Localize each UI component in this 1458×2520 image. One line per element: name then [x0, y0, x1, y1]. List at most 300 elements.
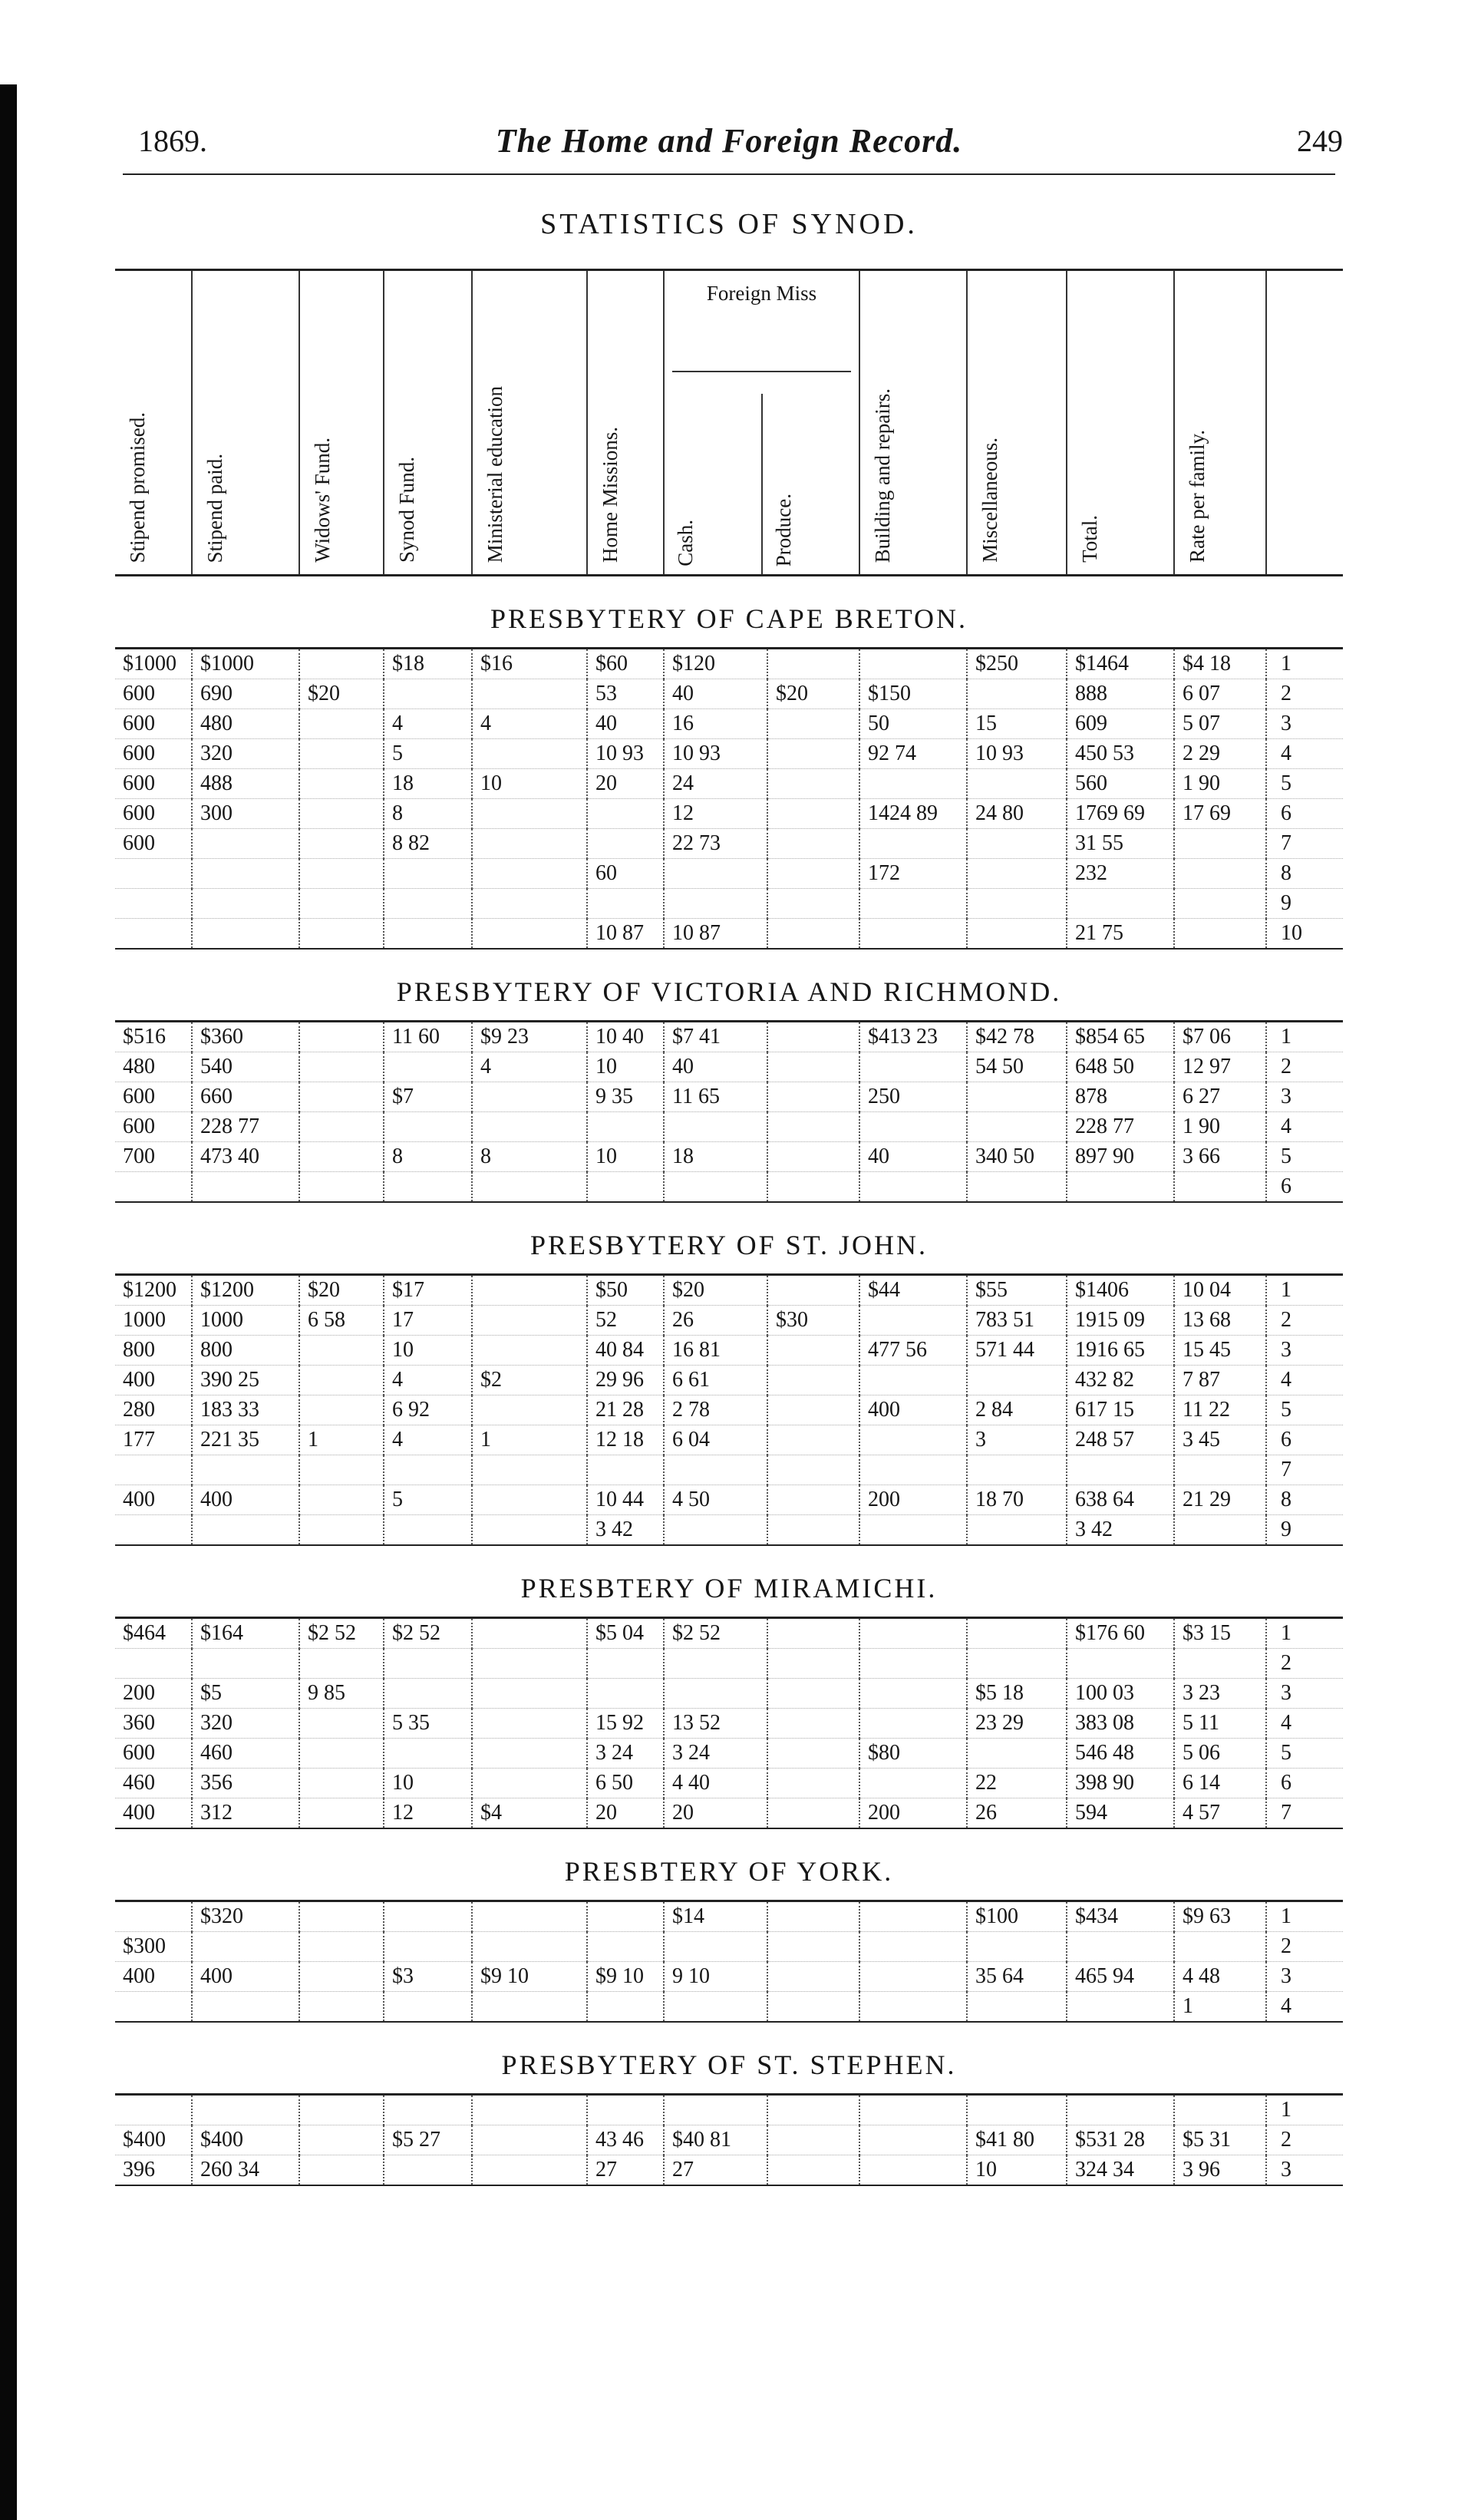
- table-cell: 560: [1067, 769, 1174, 799]
- table-cell: [384, 1901, 472, 1932]
- line-number: 3: [1281, 1964, 1291, 1988]
- line-number: 9: [1281, 891, 1291, 915]
- table-cell: 600: [115, 1082, 192, 1112]
- table-cell: [967, 859, 1067, 889]
- foreign-missions-title: Foreign Miss: [706, 282, 817, 305]
- table-cell: [192, 1172, 299, 1203]
- table-cell: 10 40: [587, 1022, 664, 1052]
- table-cell: 43 46: [587, 2125, 664, 2155]
- table-cell: [384, 1679, 472, 1709]
- table-cell: [472, 739, 587, 769]
- table-cell: [767, 1172, 859, 1203]
- table-cell: [1174, 1172, 1266, 1203]
- table-cell: 9 85: [299, 1679, 384, 1709]
- table-row: [115, 1798, 1343, 1829]
- table-cell: 10 93: [967, 739, 1067, 769]
- table-cell: 600: [115, 709, 192, 739]
- table-cell: [384, 1992, 472, 2023]
- table-cell: [472, 1112, 587, 1142]
- table-cell: [859, 1901, 967, 1932]
- table-cell: $20: [299, 1275, 384, 1306]
- table-cell: [859, 1515, 967, 1546]
- presbytery-table: [115, 647, 1343, 950]
- table-cell: 1916 65: [1067, 1336, 1174, 1366]
- header-year: 1869.: [138, 124, 207, 158]
- table-cell: 250: [859, 1082, 967, 1112]
- table-cell: [1067, 889, 1174, 919]
- table-row: [115, 1142, 1343, 1172]
- table-cell: 177: [115, 1425, 192, 1455]
- table-cell: [1067, 1649, 1174, 1679]
- table-cell: 3 24: [664, 1739, 767, 1769]
- table-cell: 18: [384, 769, 472, 799]
- table-cell: 600: [115, 829, 192, 859]
- table-cell: $400: [192, 2125, 299, 2155]
- table-cell: [472, 1901, 587, 1932]
- table-cell: [859, 1769, 967, 1798]
- table-cell: 10 93: [587, 739, 664, 769]
- table-cell: $5: [192, 1679, 299, 1709]
- table-row: [115, 1962, 1343, 1992]
- table-cell: [967, 1649, 1067, 1679]
- table-cell: [767, 1142, 859, 1172]
- table-cell: [664, 859, 767, 889]
- col-fm-produce: Produce.: [771, 493, 795, 566]
- line-number: 5: [1281, 1741, 1291, 1765]
- line-number: 2: [1281, 682, 1291, 705]
- table-cell: $854 65: [1067, 1022, 1174, 1052]
- table-cell: 2 78: [664, 1395, 767, 1425]
- table-cell: [192, 1932, 299, 1962]
- table-cell: 40 84: [587, 1336, 664, 1366]
- table-cell: 609: [1067, 709, 1174, 739]
- col-stipend-promised: Stipend promised.: [115, 270, 192, 576]
- table-cell: [192, 1515, 299, 1546]
- table-cell: [767, 1515, 859, 1546]
- table-cell: 183 33: [192, 1395, 299, 1425]
- table-cell: [192, 1455, 299, 1485]
- line-number: 6: [1281, 1174, 1291, 1198]
- table-cell: [767, 1425, 859, 1455]
- table-cell: 24 80: [967, 799, 1067, 829]
- table-cell: [859, 829, 967, 859]
- table-cell: $250: [967, 649, 1067, 679]
- table-cell: 360: [115, 1709, 192, 1739]
- table-cell: [587, 1679, 664, 1709]
- running-header: [115, 115, 1343, 169]
- table-row: [115, 1739, 1343, 1769]
- table-cell: 248 57: [1067, 1425, 1174, 1455]
- table-cell: $9 63: [1174, 1901, 1266, 1932]
- table-cell: [767, 1739, 859, 1769]
- table-cell: [587, 1172, 664, 1203]
- table-cell: 5: [384, 739, 472, 769]
- table-cell: [115, 2095, 192, 2125]
- line-number: 2: [1281, 1308, 1291, 1332]
- table-cell: [767, 1485, 859, 1515]
- table-cell: [767, 709, 859, 739]
- line-number: 3: [1281, 1338, 1291, 1362]
- table-cell: $1000: [192, 649, 299, 679]
- table-cell: 600: [115, 739, 192, 769]
- table-cell: 18: [664, 1142, 767, 1172]
- table-cell: 6 07: [1174, 679, 1266, 709]
- line-number: 1: [1281, 1025, 1291, 1049]
- table-cell: 3 23: [1174, 1679, 1266, 1709]
- table-cell: [299, 2095, 384, 2125]
- table-cell: $2 52: [384, 1618, 472, 1649]
- table-cell: 13 52: [664, 1709, 767, 1739]
- table-cell: [1067, 1992, 1174, 2023]
- table-row: [115, 1306, 1343, 1336]
- table-row: [115, 799, 1343, 829]
- table-cell: 5 06: [1174, 1739, 1266, 1769]
- table-cell: [472, 1679, 587, 1709]
- table-cell: 400: [192, 1962, 299, 1992]
- table-cell: $516: [115, 1022, 192, 1052]
- table-cell: [299, 1395, 384, 1425]
- table-cell: 473 40: [192, 1142, 299, 1172]
- table-cell: [767, 1679, 859, 1709]
- table-cell: 660: [192, 1082, 299, 1112]
- table-cell: 1424 89: [859, 799, 967, 829]
- table-cell: $60: [587, 649, 664, 679]
- table-cell: 700: [115, 1142, 192, 1172]
- table-cell: 24: [664, 769, 767, 799]
- table-cell: 22: [967, 1769, 1067, 1798]
- table-cell: 29 96: [587, 1366, 664, 1395]
- table-cell: [767, 859, 859, 889]
- table-cell: [384, 889, 472, 919]
- col-stipend-paid: Stipend paid.: [192, 270, 299, 576]
- table-cell: 40: [587, 709, 664, 739]
- table-cell: [587, 2095, 664, 2125]
- table-cell: 460: [192, 1739, 299, 1769]
- table-cell: 400: [115, 1485, 192, 1515]
- table-cell: [587, 1932, 664, 1962]
- table-cell: 21 75: [1067, 919, 1174, 950]
- statistics-title: STATISTICS OF SYNOD.: [540, 208, 918, 240]
- table-cell: 5 35: [384, 1709, 472, 1739]
- table-cell: 1000: [115, 1306, 192, 1336]
- table-cell: $164: [192, 1618, 299, 1649]
- presbytery-title: PRESBYTERY OF ST. STEPHEN.: [501, 2049, 957, 2080]
- table-row: [115, 1709, 1343, 1739]
- table-cell: 3 96: [1174, 2155, 1266, 2186]
- table-cell: 897 90: [1067, 1142, 1174, 1172]
- table-cell: [192, 859, 299, 889]
- line-number: 4: [1281, 1711, 1291, 1735]
- line-number: 3: [1281, 712, 1291, 735]
- col-building-repairs: Building and repairs.: [859, 270, 967, 576]
- table-cell: 600: [115, 769, 192, 799]
- table-cell: [1174, 859, 1266, 889]
- table-cell: [859, 1306, 967, 1336]
- table-cell: [299, 1172, 384, 1203]
- table-cell: [664, 2095, 767, 2125]
- line-number: 5: [1281, 1144, 1291, 1168]
- table-cell: [384, 679, 472, 709]
- table-row: [115, 709, 1343, 739]
- presbytery-table: [115, 1900, 1343, 2023]
- table-cell: 10 87: [664, 919, 767, 950]
- table-cell: $413 23: [859, 1022, 967, 1052]
- table-cell: 15: [967, 709, 1067, 739]
- table-cell: [115, 1649, 192, 1679]
- table-row: [115, 1395, 1343, 1425]
- table-cell: [587, 1901, 664, 1932]
- presbytery-table: [115, 2093, 1343, 2186]
- table-cell: [1174, 1649, 1266, 1679]
- presbytery-table: [115, 1020, 1343, 1203]
- table-cell: $1406: [1067, 1275, 1174, 1306]
- table-cell: [115, 889, 192, 919]
- table-cell: [299, 1112, 384, 1142]
- table-cell: [472, 1275, 587, 1306]
- table-cell: 340 50: [967, 1142, 1067, 1172]
- table-cell: 400: [115, 1962, 192, 1992]
- table-cell: [859, 1455, 967, 1485]
- line-number: 5: [1281, 771, 1291, 795]
- table-cell: 800: [192, 1336, 299, 1366]
- table-row: [115, 649, 1343, 679]
- presbytery-title: PRESBYTERY OF VICTORIA AND RICHMOND.: [396, 976, 1062, 1007]
- table-cell: $120: [664, 649, 767, 679]
- table-cell: [767, 649, 859, 679]
- table-cell: 16 81: [664, 1336, 767, 1366]
- table-cell: [384, 919, 472, 950]
- table-cell: [859, 649, 967, 679]
- table-cell: [472, 2155, 587, 2186]
- table-cell: 60: [587, 859, 664, 889]
- table-cell: [664, 1515, 767, 1546]
- table-cell: [115, 1901, 192, 1932]
- table-cell: $400: [115, 2125, 192, 2155]
- table-cell: 10: [472, 769, 587, 799]
- table-cell: $150: [859, 679, 967, 709]
- line-number: 8: [1281, 1488, 1291, 1511]
- table-cell: 4: [384, 1425, 472, 1455]
- line-number: 1: [1281, 1278, 1291, 1302]
- table-cell: $5 31: [1174, 2125, 1266, 2155]
- table-cell: 3 45: [1174, 1425, 1266, 1455]
- table-cell: 638 64: [1067, 1485, 1174, 1515]
- table-cell: [767, 1618, 859, 1649]
- table-cell: [967, 1932, 1067, 1962]
- line-number: 7: [1281, 1801, 1291, 1825]
- table-cell: 23 29: [967, 1709, 1067, 1739]
- table-cell: $16: [472, 649, 587, 679]
- table-cell: [472, 1395, 587, 1425]
- table-cell: [472, 1932, 587, 1962]
- line-number: 7: [1281, 1458, 1291, 1481]
- table-cell: 6 92: [384, 1395, 472, 1425]
- table-cell: $434: [1067, 1901, 1174, 1932]
- table-cell: 52: [587, 1306, 664, 1336]
- table-cell: [859, 1366, 967, 1395]
- table-cell: $20: [664, 1275, 767, 1306]
- table-cell: 4 57: [1174, 1798, 1266, 1829]
- table-cell: $9 10: [587, 1962, 664, 1992]
- table-cell: [299, 1649, 384, 1679]
- table-cell: 324 34: [1067, 2155, 1174, 2186]
- table-cell: 12 18: [587, 1425, 664, 1455]
- table-cell: 3: [967, 1425, 1067, 1455]
- table-cell: [967, 1172, 1067, 1203]
- table-cell: 690: [192, 679, 299, 709]
- table-cell: [192, 919, 299, 950]
- table-cell: 35 64: [967, 1962, 1067, 1992]
- table-cell: 594: [1067, 1798, 1174, 1829]
- table-cell: [967, 1618, 1067, 1649]
- table-cell: 480: [115, 1052, 192, 1082]
- table-cell: 200: [115, 1679, 192, 1709]
- table-cell: 1 90: [1174, 769, 1266, 799]
- table-cell: 3 42: [1067, 1515, 1174, 1546]
- table-cell: 4: [472, 1052, 587, 1082]
- table-cell: [859, 889, 967, 919]
- col-ministerial-education: Ministerial education: [472, 270, 587, 576]
- table-cell: [299, 1022, 384, 1052]
- table-cell: 390 25: [192, 1366, 299, 1395]
- table-cell: [472, 679, 587, 709]
- table-cell: [384, 1932, 472, 1962]
- presbytery-table: [115, 1273, 1343, 1546]
- table-cell: 6 61: [664, 1366, 767, 1395]
- table-row: [115, 1336, 1343, 1366]
- table-cell: [859, 2095, 967, 2125]
- table-cell: 50: [859, 709, 967, 739]
- table-cell: $7 06: [1174, 1022, 1266, 1052]
- table-cell: 12 97: [1174, 1052, 1266, 1082]
- table-cell: [1174, 1932, 1266, 1962]
- table-cell: 10 04: [1174, 1275, 1266, 1306]
- table-row: [115, 889, 1343, 919]
- table-cell: 9 35: [587, 1082, 664, 1112]
- table-cell: 648 50: [1067, 1052, 1174, 1082]
- table-cell: 200: [859, 1485, 967, 1515]
- table-cell: 10: [384, 1769, 472, 1798]
- table-cell: 465 94: [1067, 1962, 1174, 1992]
- table-cell: 21 28: [587, 1395, 664, 1425]
- table-cell: [115, 919, 192, 950]
- table-cell: [664, 1172, 767, 1203]
- table-cell: 12: [664, 799, 767, 829]
- table-cell: $41 80: [967, 2125, 1067, 2155]
- table-cell: [767, 1901, 859, 1932]
- table-cell: [859, 1112, 967, 1142]
- table-cell: [384, 2095, 472, 2125]
- table-cell: 600: [115, 1112, 192, 1142]
- table-cell: $300: [115, 1932, 192, 1962]
- table-cell: [299, 649, 384, 679]
- table-cell: [767, 1992, 859, 2023]
- table-cell: [384, 1172, 472, 1203]
- table-row: [115, 1082, 1343, 1112]
- table-cell: [472, 1515, 587, 1546]
- table-cell: 26: [967, 1798, 1067, 1829]
- table-cell: 400: [115, 1366, 192, 1395]
- table-cell: 232: [1067, 859, 1174, 889]
- line-number: 7: [1281, 831, 1291, 855]
- line-number: 1: [1281, 1621, 1291, 1645]
- line-number: 4: [1281, 1368, 1291, 1392]
- table-cell: $7: [384, 1082, 472, 1112]
- table-cell: [767, 1112, 859, 1142]
- table-cell: 27: [587, 2155, 664, 2186]
- table-cell: 600: [115, 679, 192, 709]
- table-cell: [587, 1455, 664, 1485]
- table-cell: $7 41: [664, 1022, 767, 1052]
- table-cell: [587, 1112, 664, 1142]
- table-cell: 300: [192, 799, 299, 829]
- table-cell: 396: [115, 2155, 192, 2186]
- table-cell: 400: [192, 1485, 299, 1515]
- table-row: [115, 859, 1343, 889]
- table-cell: [587, 799, 664, 829]
- table-cell: [472, 1618, 587, 1649]
- table-cell: [967, 1366, 1067, 1395]
- table-cell: 27: [664, 2155, 767, 2186]
- table-cell: 20: [664, 1798, 767, 1829]
- table-cell: [299, 1515, 384, 1546]
- table-cell: 228 77: [192, 1112, 299, 1142]
- page: [115, 115, 1343, 2186]
- table-cell: [767, 1052, 859, 1082]
- table-cell: [587, 1992, 664, 2023]
- table-row: [115, 1366, 1343, 1395]
- table-cell: [472, 1336, 587, 1366]
- table-cell: [767, 1082, 859, 1112]
- table-cell: [859, 1425, 967, 1455]
- table-cell: [859, 1649, 967, 1679]
- table-cell: [384, 2155, 472, 2186]
- table-cell: [767, 1962, 859, 1992]
- line-number: 4: [1281, 741, 1291, 765]
- table-cell: [472, 889, 587, 919]
- table-cell: [967, 829, 1067, 859]
- table-cell: 320: [192, 1709, 299, 1739]
- table-cell: 888: [1067, 679, 1174, 709]
- table-cell: [472, 1172, 587, 1203]
- table-cell: [767, 829, 859, 859]
- table-cell: [384, 1739, 472, 1769]
- line-number: 1: [1281, 1904, 1291, 1928]
- table-row: [115, 2155, 1343, 2186]
- table-cell: 600: [115, 1739, 192, 1769]
- table-cell: 5 07: [1174, 709, 1266, 739]
- table-cell: [1067, 1455, 1174, 1485]
- table-cell: [767, 799, 859, 829]
- table-cell: [299, 829, 384, 859]
- table-cell: [299, 859, 384, 889]
- table-cell: $55: [967, 1275, 1067, 1306]
- table-cell: [664, 1932, 767, 1962]
- table-cell: [299, 2125, 384, 2155]
- table-cell: 11 22: [1174, 1395, 1266, 1425]
- table-cell: 200: [859, 1798, 967, 1829]
- table-cell: [1067, 1932, 1174, 1962]
- table-row: [115, 769, 1343, 799]
- table-cell: [299, 1455, 384, 1485]
- table-cell: $20: [767, 679, 859, 709]
- table-cell: 783 51: [967, 1306, 1067, 1336]
- table-cell: 4: [384, 709, 472, 739]
- table-cell: [299, 889, 384, 919]
- table-cell: [299, 2155, 384, 2186]
- table-cell: [299, 1932, 384, 1962]
- table-cell: 571 44: [967, 1336, 1067, 1366]
